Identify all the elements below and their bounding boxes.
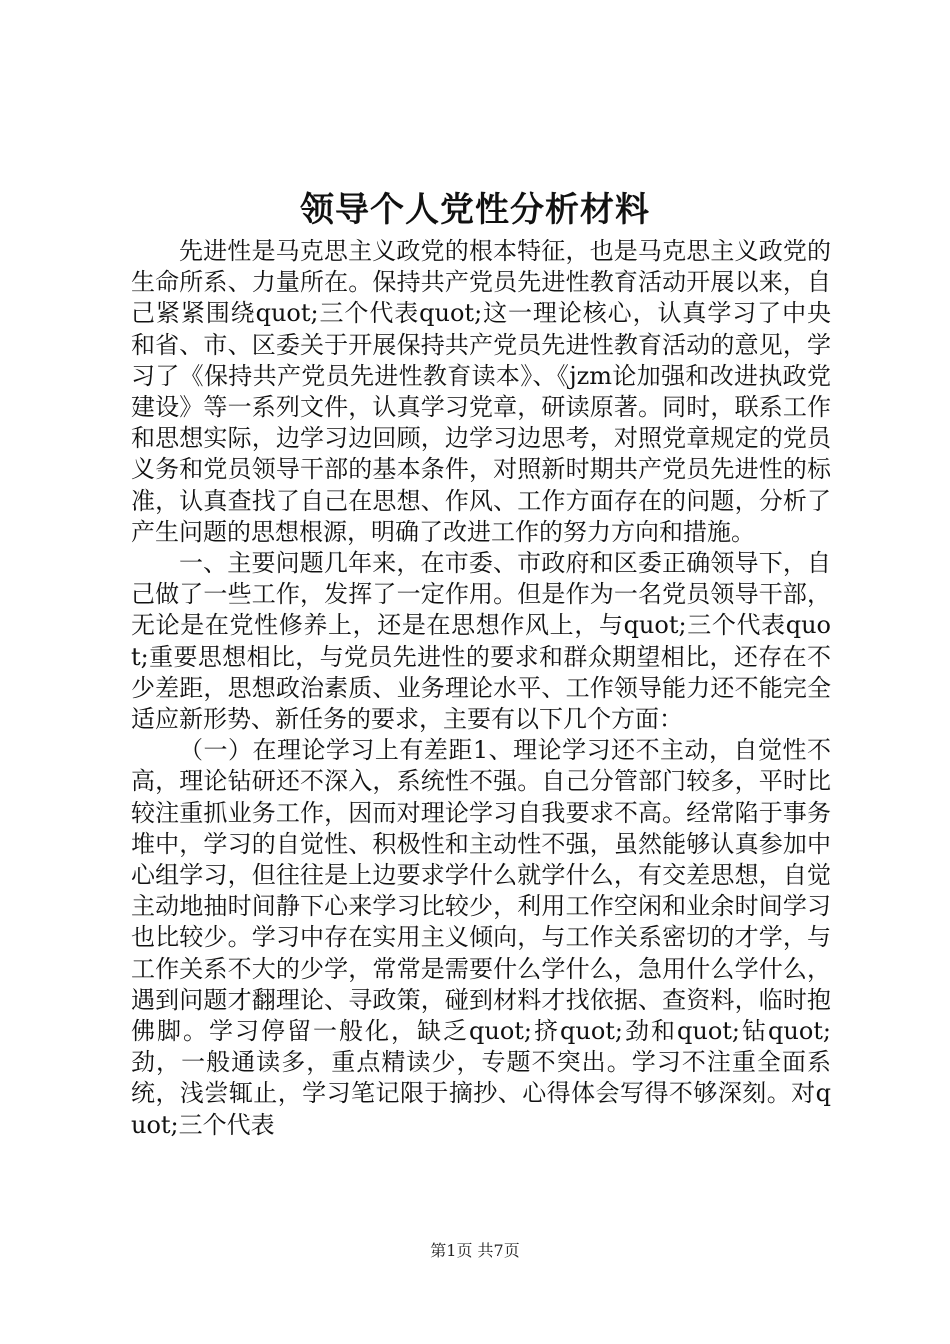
- paragraph-theory-study: （一）在理论学习上有差距1、理论学习还不主动，自觉性不高，理论钻研还不深入，系统性不强。自己分管部门较多，平时比较注重抓业务工作，因而对理论学习自我要求不高。经常陷于事务堆中，学习的自觉性、积极性和主动性不强，虽然能够认真参加中心组学习，但往往是上边要求学什么就学什么，有交差思想，自觉主动地抽时间静下心来学习比较少，利用工作空闲和业余时间学习也比较少。学习中存在实用主义倾向，与工作关系密切的才学，与工作关系不大的少学，常常是需要什么学什么，急用什么学什么，遇到问题才翻理论、寻政策，碰到材料才找依据、查资料，临时抱佛脚。学习停留一般化，缺乏quot;挤quot;劲和quot;钻quot;劲，一般通读多，重点精读少，专题不突出。学习不注重全面系统，浅尝辄止，学习笔记限于摘抄、心得体会写得不够深刻。对quot;三个代表: [131, 736, 831, 1139]
- paragraph-intro: 先进性是马克思主义政党的根本特征，也是马克思主义政党的生命所系、力量所在。保持共产党员先进性教育活动开展以来，自己紧紧围绕quot;三个代表quot;这一理论核心，认真学习了中央和省、市、区委关于开展保持共产党员先进性教育活动的意见，学习了《保持共产党员先进性教育读本》、《jzm论加强和改进执政党建设》等一系列文件，认真学习党章，研读原著。同时，联系工作和思想实际，边学习边回顾，边学习边思考，对照党章规定的党员义务和党员领导干部的基本条件，对照新时期共产党员先进性的标准，认真查找了自己在思想、作风、工作方面存在的问题，分析了产生问题的思想根源，明确了改进工作的努力方向和措施。: [131, 237, 831, 546]
- paragraph-main-problems: 一、主要问题几年来，在市委、市政府和区委正确领导下，自己做了一些工作，发挥了一定作用。但是作为一名党员领导干部，无论是在党性修养上，还是在思想作风上，与quot;三个代表quot;重要思想相比，与党员先进性的要求和群众期望相比，还存在不少差距，思想政治素质、业务理论水平、工作领导能力还不能完全适应新形势、新任务的要求，主要有以下几个方面：: [131, 549, 831, 734]
- document-body: [131, 236, 831, 1141]
- document-title: 领导个人党性分析材料: [300, 190, 650, 230]
- page-footer: 第1页 共7页: [430, 1241, 520, 1260]
